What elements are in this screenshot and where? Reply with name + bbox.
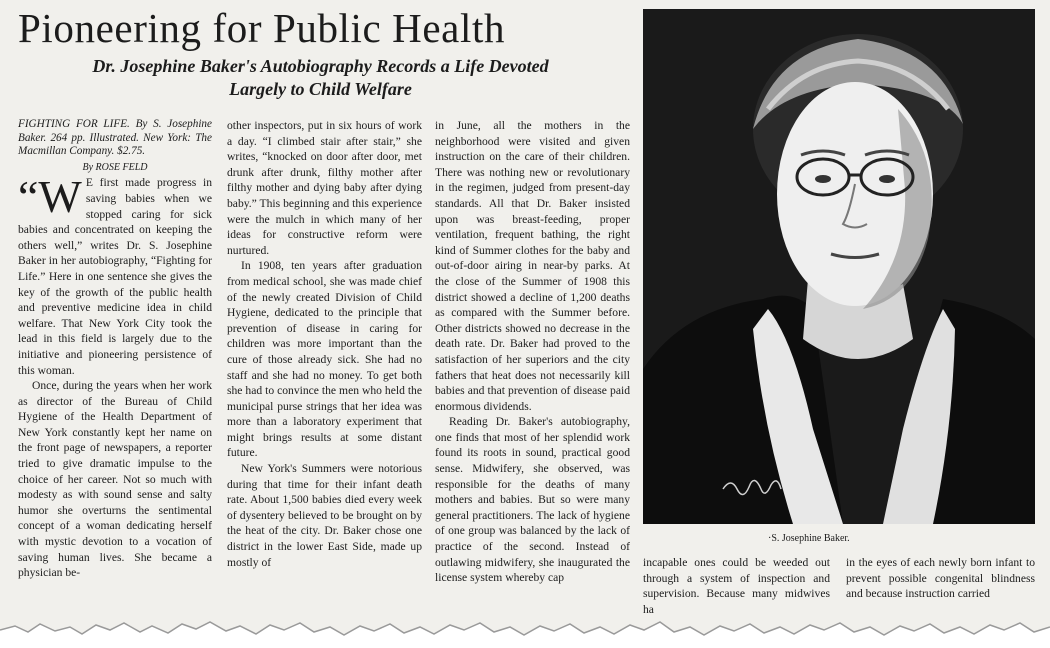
paragraph: other inspectors, put in six hours of work a day. “I climbed stair after stair,” she writes, “knocked on door after door, met drunk after drunk, filthy mother after filthy mother and dying baby after dying baby.” This beginning and this experience were the mulch in which many of her ideas for constructive reform were nurtured. [227,119,422,257]
subheadline-line-1: Dr. Josephine Baker's Autobiography Records a Life Devoted [92,56,549,76]
subheadline [18,55,623,101]
headline: Pioneering for Public Health [18,5,506,51]
torn-edge [0,608,1050,648]
article-column-1 [18,118,212,581]
portrait-photo [643,9,1035,524]
opening-paragraph [18,171,212,378]
author-byline: By ROSE FELD [82,161,148,173]
portrait-illustration [643,9,1035,524]
photo-caption: ·S. Josephine Baker. [768,533,850,544]
paragraph: New York's Summers were notorious during that time for their infant death rate. About 1,500 babies died every week of dysentery believed to be brought on by the heat of the city. Dr. Baker chose one district in the lower East Side, made up mostly of [227,462,422,569]
opening-text: E first made progress in saving babies when we stopped caring for sick babies and concentrated on keeping the others well,” writes Dr. S. Josephine Baker in her autobiography, “Fighting for Life.” Here in one sentence she gives the key of the growth of the public health and preventive medicine idea in child welfare. That New York City took the lead in this field is largely due to the initiative and pioneering persistence of this woman. [18,176,212,377]
paragraph: Once, during the years when her work as director of the Bureau of Child Hygiene of the Health Department of New York constantly kept her name on the front page of newspapers, a reporter tried to give dramatic impulse to the choice of her career. Not so much with modesty as with sound sense and salty humor she overturns the sentimental concept of a woman dedicating herself with mystic devotion to a vocation of saving human lives. She became a physician be- [18,379,212,580]
paragraph: Reading Dr. Baker's autobiography, one finds that most of her splendid work found its roots in sound, practical good sense. Midwifery, she observed, was responsible for the deaths of many mothers and babies. But so were many general practitioners. The lack of hygiene of one group was balanced by the lack of practice of the second. Instead of outlawing midwifery, she inaugurated the license system whereby cap [435,415,630,585]
subheadline-line-2: Largely to Child Welfare [229,79,412,99]
paragraph: in the eyes of each newly born infant to prevent possible congenital blindness and because instruction carried [846,556,1035,601]
article-column-2 [227,118,422,570]
article-column-5 [846,555,1035,602]
drop-cap: “W [18,171,82,223]
paragraph: incapable ones could be weeded out through a system of inspection and supervision. Because many midwives ha [643,556,830,616]
paragraph: In 1908, ten years after graduation from medical school, she was made chief of the newly created Division of Child Hygiene, dedicated to the principle that prevention of disease in caring for children was more important than the cure of those already sick. She had no staff and she had no money. To get both she had to convince the men who held the municipal purse strings that her idea was more than a laboratory experiment that might brings results at some distant future. [227,259,422,460]
paragraph: in June, all the mothers in the neighborhood were visited and given instruction on the care of their children. There was nothing new or revolutionary in the regimen, judged from present-day standards. All that Dr. Baker insisted upon was breast-feeding, proper ventilation, frequent bathing, the right kind of Summer clothes for the baby and out-of-door airing in near-by parks. At the close of the Summer of 1908 this district showed a decline of 1,200 deaths as compared with the Summer before. Other districts showed no decrease in the death rate. Dr. Baker had proved to the satisfaction of her superiors and the city fathers that heat does not necessarily kill babies and that prevention of disease paid enormous dividends. [435,119,630,413]
book-info-byline: FIGHTING FOR LIFE. By S. Josephine Baker. 264 pp. Illustrated. New York: The Macmillan Company. $2.75. [18,118,212,158]
article-column-3 [435,118,630,586]
